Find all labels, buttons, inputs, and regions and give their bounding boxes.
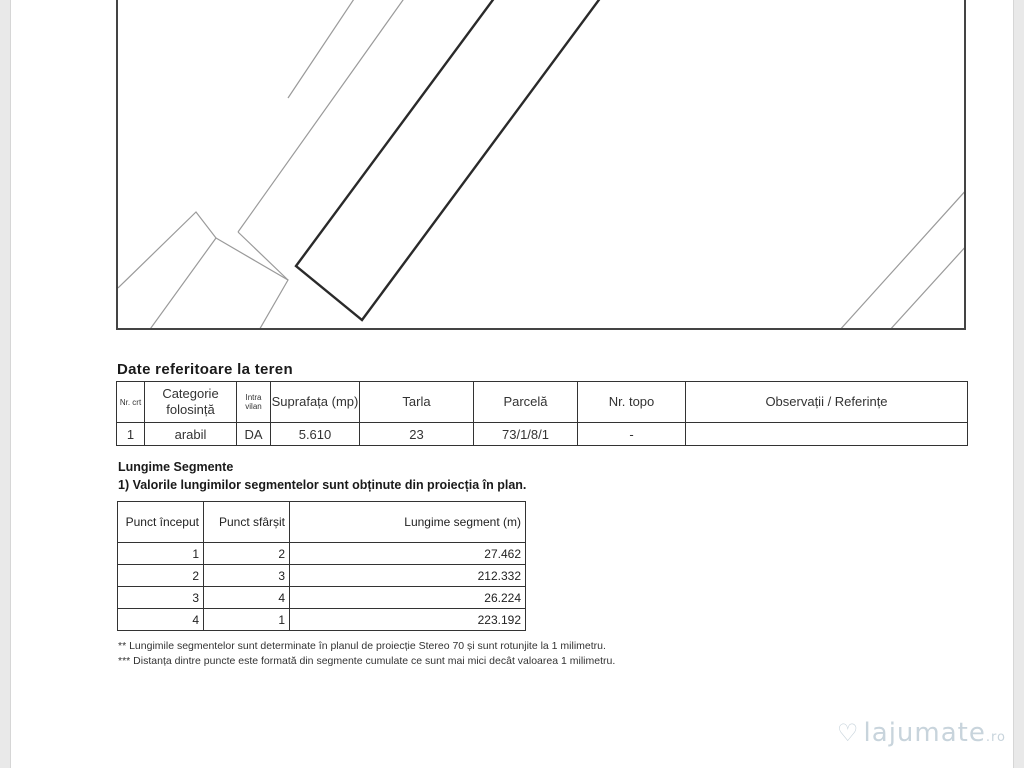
- col-header-nr-crt: Nr. crt: [117, 382, 145, 423]
- table-row: [118, 587, 526, 609]
- segments-title: Lungime Segmente: [118, 460, 234, 474]
- table-cell: 2: [204, 543, 290, 565]
- page-edge-right: [1013, 0, 1024, 768]
- table-row: [118, 543, 526, 565]
- segments-table: [117, 501, 526, 631]
- col-header-parcel: Parcelă: [474, 382, 578, 423]
- col-header-intravilan: Intra vilan: [237, 382, 271, 423]
- neighbor-line: [238, 232, 288, 280]
- watermark-tld: .ro: [985, 730, 1006, 745]
- table-cell: -: [578, 423, 686, 446]
- cadastral-plan: [116, 0, 966, 330]
- col-header-segment-length: Lungime segment (m): [290, 502, 526, 543]
- plan-drawing: [118, 0, 966, 330]
- footnote-projection: ** Lungimile segmentelor sunt determinate în planul de proiecție Stereo 70 și sunt rotunjite la 1 milimetru.: [118, 640, 606, 652]
- col-header-category: Categorie folosință: [145, 382, 237, 423]
- col-header-topo: Nr. topo: [578, 382, 686, 423]
- table-cell: 4: [118, 609, 204, 631]
- table-cell: 1: [117, 423, 145, 446]
- table-row: [118, 609, 526, 631]
- table-cell: 1: [204, 609, 290, 631]
- table-cell: 73/1/8/1: [474, 423, 578, 446]
- col-header-start-point: Punct început: [118, 502, 204, 543]
- table-row: [118, 565, 526, 587]
- col-header-remarks: Observații / Referințe: [686, 382, 968, 423]
- table-cell: 2: [118, 565, 204, 587]
- table-cell: 1: [118, 543, 204, 565]
- table-cell: 23: [360, 423, 474, 446]
- table-cell: 3: [118, 587, 204, 609]
- land-table-header-row: [117, 382, 968, 423]
- table-cell: 4: [204, 587, 290, 609]
- subject-parcel-outline: [296, 0, 604, 320]
- table-cell: 5.610: [271, 423, 360, 446]
- segments-header-row: [118, 502, 526, 543]
- lajumate-logo-icon: ♡: [837, 719, 860, 747]
- footnote-distance: *** Distanța dintre puncte este formată din segmente cumulate ce sunt mai mici decât valoarea 1 milimetru.: [118, 655, 616, 667]
- neighbor-line: [216, 238, 288, 330]
- table-cell: DA: [237, 423, 271, 446]
- neighbor-parcels: [118, 0, 966, 330]
- table-cell: 27.462: [290, 543, 526, 565]
- watermark: [837, 718, 1006, 748]
- land-data-table: [116, 381, 968, 446]
- table-cell: 3: [204, 565, 290, 587]
- segments-note: 1) Valorile lungimilor segmentelor sunt obținute din proiecția în plan.: [118, 478, 527, 492]
- neighbor-line: [838, 188, 966, 330]
- table-cell: 212.332: [290, 565, 526, 587]
- col-header-end-point: Punct sfârșit: [204, 502, 290, 543]
- table-cell: 223.192: [290, 609, 526, 631]
- table-cell: arabil: [145, 423, 237, 446]
- col-header-area: Suprafața (mp): [271, 382, 360, 423]
- watermark-brand: lajumate: [863, 718, 986, 748]
- neighbor-line: [888, 244, 966, 330]
- neighbor-line: [118, 212, 216, 330]
- land-section-title: Date referitoare la teren: [117, 361, 293, 378]
- table-row: [117, 423, 968, 446]
- neighbor-line: [288, 0, 358, 98]
- neighbor-line: [238, 0, 408, 232]
- page-edge-left: [0, 0, 11, 768]
- table-cell: [686, 423, 968, 446]
- table-cell: 26.224: [290, 587, 526, 609]
- col-header-tarla: Tarla: [360, 382, 474, 423]
